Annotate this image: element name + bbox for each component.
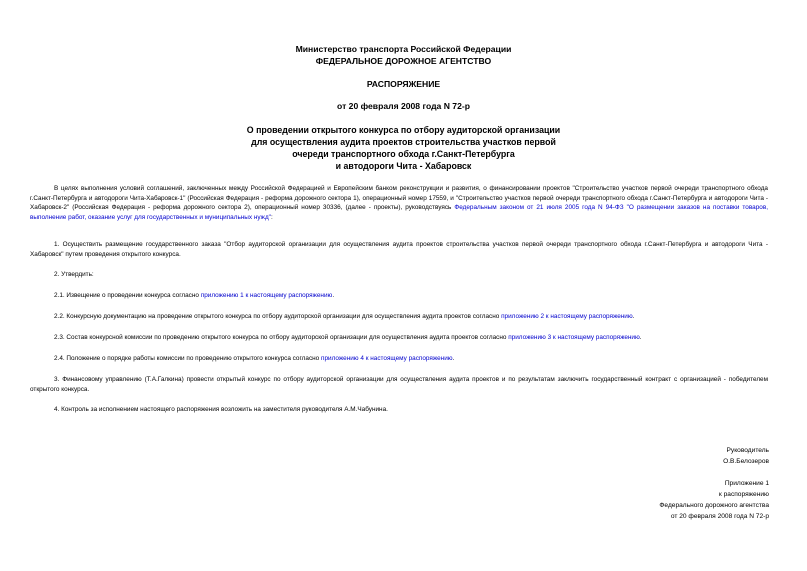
item-2-4-period: . [452, 355, 455, 362]
appendix-3-link[interactable]: приложению 3 к настоящему распоряжению [508, 334, 640, 341]
appendix-1-link[interactable]: приложению 1 к настоящему распоряжению [200, 292, 333, 299]
title-line-3: очереди транспортного обхода г.Санкт-Петербурга [292, 149, 515, 159]
title-line-4: и автодороги Чита - Хабаровск [335, 161, 472, 171]
item-2-2-period: . [632, 313, 635, 320]
preamble-tail: : [270, 213, 273, 221]
agency-name: ФЕДЕРАЛЬНОЕ ДОРОЖНОЕ АГЕНТСТВО [315, 56, 492, 66]
federal-law-link[interactable]: Федеральным законом от 21 июля 2005 года N 94-ФЗ "О размещении заказов на поставки товаров, выполнение работ, оказание услуг для государственных и муниципальных нужд" [30, 204, 768, 221]
ministry-name: Министерство транспорта Российской Федерации [295, 44, 512, 54]
appendix-ref: к распоряжению [718, 491, 769, 498]
item-2-4-text: 2.4. Положение о порядке работы комиссии по проведению открытого конкурса согласно [54, 355, 321, 362]
item-2-3-paragraph [30, 333, 768, 343]
item-2-1-paragraph [30, 291, 768, 301]
appendix-4-link[interactable]: приложению 4 к настоящему распоряжению [321, 355, 453, 362]
document-type: РАСПОРЯЖЕНИЕ [366, 79, 441, 89]
title-line-1: О проведении открытого конкурса по отбору аудиторской организации [246, 125, 561, 135]
title-line-2: для осуществления аудита проектов строительства участков первой [251, 137, 556, 147]
signatory-position: Руководитель [726, 447, 769, 454]
preamble-paragraph [30, 184, 768, 222]
appendix-label: Приложение 1 [724, 480, 769, 487]
item-2-paragraph: 2. Утвердить: [54, 271, 94, 278]
item-2-3-text: 2.3. Состав конкурсной комиссии по проведению открытого конкурса по отбору аудиторской организации для осуществления аудита проектов согласно [54, 334, 509, 341]
item-2-2-text: 2.2. Конкурсную документацию на проведение открытого конкурса по отбору аудиторской организации для осуществления аудита проектов согласно [54, 313, 502, 320]
item-2-2-paragraph [30, 312, 768, 322]
document-date: от 20 февраля 2008 года N 72-р [337, 101, 470, 111]
item-3-paragraph: 3. Финансовому управлению (Т.А.Галкина) провести открытый конкурс по отбору аудиторской организации для осуществления аудита проектов и по результатам заключить государственный контракт с организацией - победителем открытого конкурса. [30, 376, 768, 393]
appendix-agency: Федерального дорожного агентства [659, 502, 769, 509]
preamble-text: В целях выполнения условий соглашений, заключенных между Российской Федерацией и Европейским банком реконструкции и развития, о финансировании проектов "Строительство участков первой очереди транспортного обхода г.Санкт-Петербурга и автодороги Чита-Хабаровск-1" (Российская Федерация - реформа дорожного сектора 1), операционный номер 17559, и "Строительство участков первой очереди транспортного обхода г.Санкт-Петербурга и автодороги Чита - Хабаровск-2" (Российская Федерация - реформа дорожного сектора 2), операционный номер 30336, (далее - проекты), руководствуясь [30, 185, 768, 212]
item-2-1-text: 2.1. Извещение о проведении конкурса согласно [54, 292, 201, 299]
appendix-date: от 20 февраля 2008 года N 72-р [670, 513, 769, 520]
item-1-paragraph: 1. Осуществить размещение государственного заказа "Отбор аудиторской организации для осуществления аудита проектов строительства участков первой очереди транспортного обхода г.Санкт-Петербурга и автодороги Чита - Хабаровск" путем проведения открытого конкурса. [30, 241, 768, 258]
item-2-1-period: . [332, 292, 335, 299]
signatory-name: О.В.Белозеров [723, 458, 769, 465]
item-2-4-paragraph [30, 354, 768, 364]
appendix-2-link[interactable]: приложению 2 к настоящему распоряжению [501, 313, 633, 320]
item-2-3-period: . [639, 334, 642, 341]
item-4-paragraph: 4. Контроль за исполнением настоящего распоряжения возложить на заместителя руководителя А.М.Чабунина. [54, 406, 388, 413]
